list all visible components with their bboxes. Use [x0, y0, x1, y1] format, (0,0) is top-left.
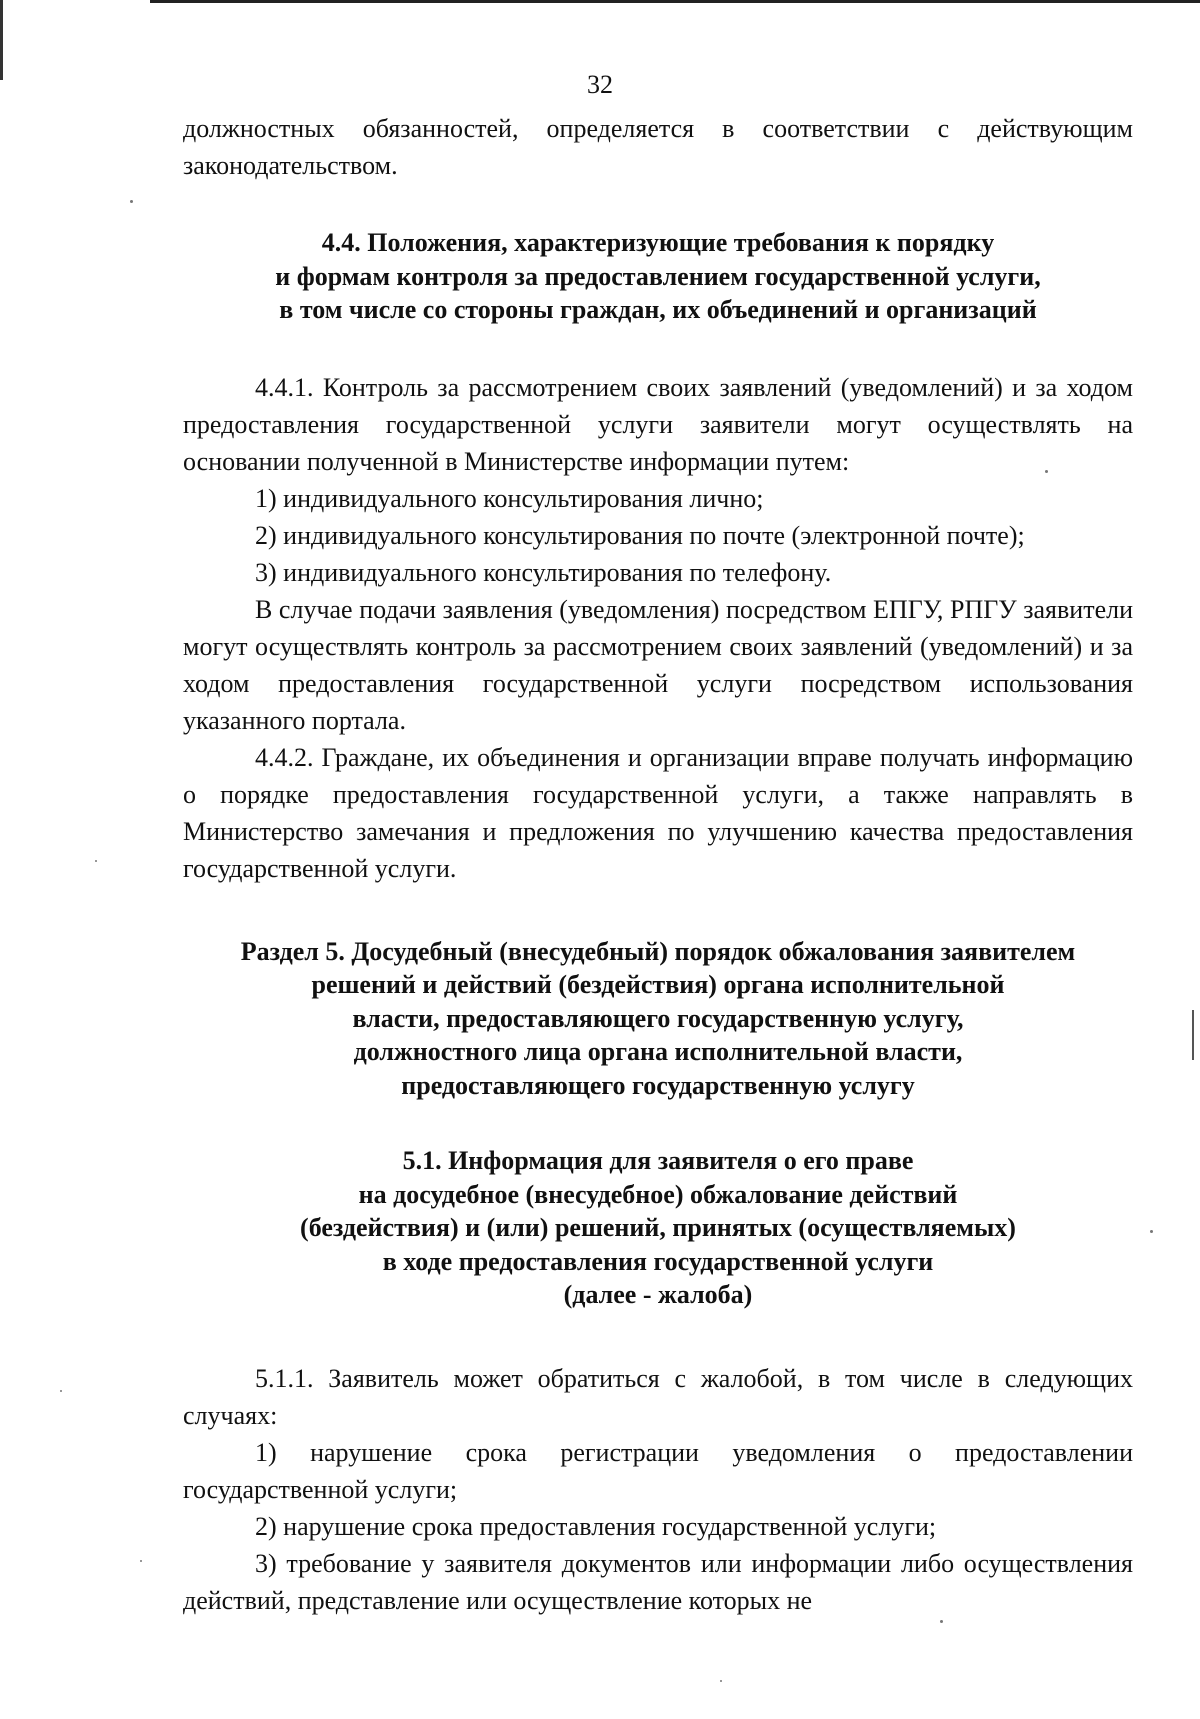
heading-line: (далее - жалоба)	[563, 1280, 753, 1309]
heading-line: решений и действий (бездействия) органа исполнительной	[311, 970, 1005, 999]
heading-line: Раздел 5. Досудебный (внесудебный) порядок обжалования заявителем	[240, 936, 1076, 966]
heading-line: на досудебное (внесудебное) обжалование действий	[358, 1179, 958, 1209]
list-item: 2) индивидуального консультирования по почте (электронной почте);	[255, 520, 1025, 550]
scan-speck	[95, 860, 97, 862]
heading-line: (бездействия) и (или) решений, принятых (осуществляемых)	[300, 1213, 1016, 1242]
scan-border-top	[150, 0, 1200, 3]
paragraph-5-1-1: 5.1.1. Заявитель может обратиться с жалобой, в том числе в следующих случаях:	[183, 1363, 1133, 1430]
section-4-4-heading	[183, 226, 1133, 327]
intro-paragraph: должностных обязанностей, определяется в соответствии с действующим законодательством.	[183, 114, 1133, 180]
scan-speck	[140, 1560, 142, 1562]
scan-speck	[60, 1390, 62, 1392]
heading-line: в том числе со стороны граждан, их объединений и организаций	[279, 295, 1037, 324]
heading-line: должностного лица органа исполнительной власти,	[353, 1037, 963, 1066]
heading-line: 4.4. Положения, характеризующие требования к порядку	[321, 228, 995, 257]
list-item: 1) нарушение срока регистрации уведомления о предоставлении государственной услуги;	[183, 1437, 1133, 1504]
scan-border-left	[0, 0, 3, 80]
scan-speck	[1045, 470, 1048, 473]
paragraph-4-4-1: 4.4.1. Контроль за рассмотрением своих заявлений (уведомлений) и за ходом предоставления государственной услуги заявители могут осуществлять на основании полученной в Министерстве информации путем:	[183, 372, 1133, 476]
heading-line: власти, предоставляющего государственную услугу,	[352, 1003, 964, 1033]
heading-line: предоставляющего государственную услугу	[401, 1070, 915, 1100]
heading-line: 5.1. Информация для заявителя о его праве	[402, 1146, 914, 1175]
heading-line: и формам контроля за предоставлением государственной услуги,	[275, 261, 1041, 291]
scan-border-right	[1192, 1010, 1194, 1060]
page-number: 32	[587, 70, 613, 99]
list-item: 3) индивидуального консультирования по телефону.	[255, 557, 832, 587]
list-item: 1) индивидуального консультирования лично;	[255, 483, 764, 513]
scan-speck	[720, 1680, 722, 1682]
heading-line: в ходе предоставления государственной услуги	[382, 1246, 934, 1276]
scan-speck	[130, 200, 133, 203]
paragraph-portal: В случае подачи заявления (уведомления) посредством ЕПГУ, РПГУ заявители могут осуществлять контроль за рассмотрением своих заявлений (уведомлений) и за ходом предоставления государственной услуги посредством использования указанного портала.	[183, 594, 1133, 735]
list-item: 3) требование у заявителя документов или информации либо осуществления действий, представление или осуществление которых не	[183, 1548, 1133, 1615]
section-5-1-heading	[183, 1144, 1133, 1312]
scan-speck	[940, 1620, 943, 1623]
paragraph-4-4-2: 4.4.2. Граждане, их объединения и организации вправе получать информацию о порядке предоставления государственной услуги, а также направлять в Министерство замечания и предложения по улучшению качества предоставления государственной услуги.	[183, 742, 1133, 883]
scan-speck	[1150, 1230, 1153, 1233]
section-5-heading	[183, 935, 1133, 1103]
document-body	[183, 110, 1133, 1619]
list-item: 2) нарушение срока предоставления государственной услуги;	[255, 1511, 937, 1541]
